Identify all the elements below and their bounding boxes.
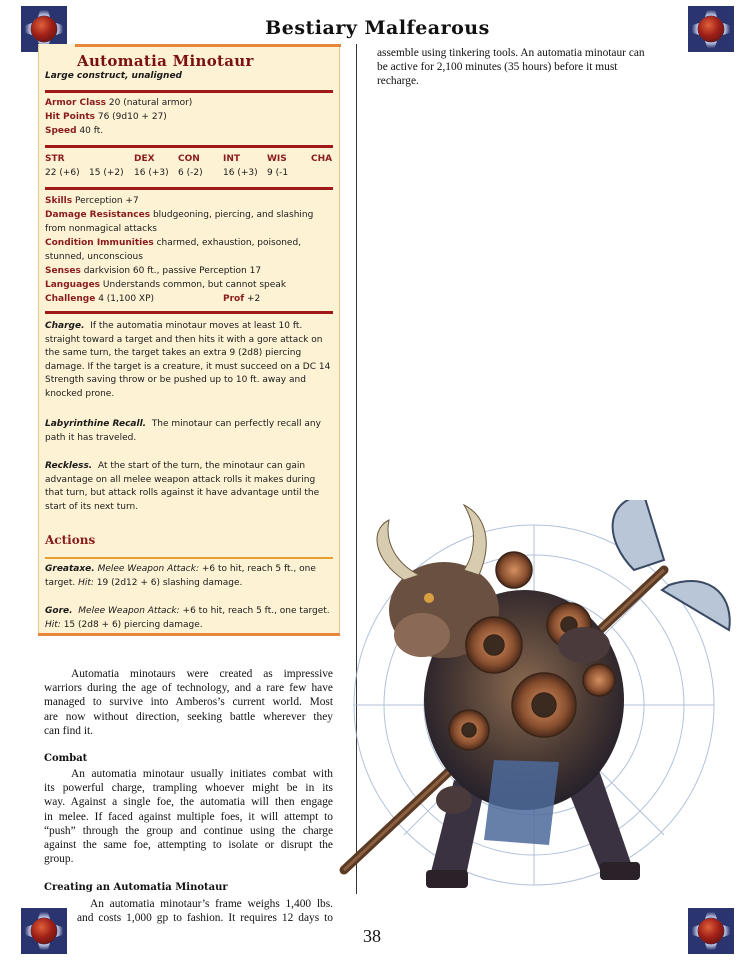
trait-labyrinthine-recall: Labyrinthine Recall. The minotaur can perfectly recall any path it has traveled. bbox=[45, 419, 321, 443]
ability-header-wis: WIS bbox=[267, 154, 287, 164]
section-divider bbox=[45, 187, 333, 190]
creating-paragraph: An automatia minotaur’s frame weighs 1,400 lbs. and costs 1,000 gp to fashion. It requires 12 days to bbox=[77, 898, 333, 925]
action-greataxe: Greataxe. Melee Weapon Attack: +6 to hit, reach 5 ft., one target. Hit: 19 (2d12 + 6) slashing damage. bbox=[45, 564, 316, 588]
condition-immunities-cont: stunned, unconscious bbox=[45, 252, 143, 262]
action-gore: Gore. Melee Weapon Attack: +6 to hit, reach 5 ft., one target. Hit: 15 (2d8 + 6) piercing damage. bbox=[45, 606, 330, 630]
ability-values bbox=[45, 167, 333, 181]
right-column-text: assemble using tinkering tools. An automatia minotaur can be active for 2,100 minutes (35 hours) before it must recharge. bbox=[377, 47, 645, 88]
hit-points: Hit Points 76 (9d10 + 27) bbox=[45, 112, 167, 122]
stat-block-top-bar bbox=[75, 44, 341, 47]
senses: Senses darkvision 60 ft., passive Perception 17 bbox=[45, 266, 262, 276]
ability-header-cha: CHA bbox=[311, 154, 333, 164]
speed: Speed 40 ft. bbox=[45, 126, 104, 136]
page-header-title: Bestiary Malfearous bbox=[265, 17, 490, 39]
creature-type: Large construct, unaligned bbox=[45, 71, 182, 81]
combat-paragraph: An automatia minotaur usually initiates combat with its powerful charge, trampling whoever might be in its way. Against a single foe, the automatia will then engage in melee. If faced against multiple foes, it will attempt to “push” through the group and continue using the charge against the same foe, attempting to isolate or disrupt the group. bbox=[44, 768, 333, 866]
condition-immunities: Condition Immunities charmed, exhaustion, poisoned, bbox=[45, 238, 302, 248]
creature-name: Automatia Minotaur bbox=[77, 52, 254, 70]
section-divider bbox=[45, 311, 333, 314]
challenge: Challenge 4 (1,100 XP) Prof +2 bbox=[45, 293, 333, 307]
ability-header-int: INT bbox=[223, 154, 241, 164]
ability-value: 9 (-1 bbox=[267, 168, 289, 178]
page-number: 38 bbox=[363, 926, 381, 946]
ability-value: 6 (-2) bbox=[178, 168, 203, 178]
ornament-corner-icon bbox=[688, 908, 734, 954]
ability-headers bbox=[45, 153, 333, 167]
ability-value: 15 (+2) bbox=[89, 168, 124, 178]
damage-resistances: Damage Resistances bludgeoning, piercing, and slashing bbox=[45, 210, 314, 220]
proficiency: Prof +2 bbox=[223, 294, 261, 304]
ability-value: 16 (+3) bbox=[223, 168, 258, 178]
trait-charge: Charge. If the automatia minotaur moves at least 10 ft. straight toward a target and then hits it with a gore attack on the same turn, the target takes an extra 9 (2d8) piercing damage. If the target is a creature, it must succeed on a DC 14 Strength saving throw or be pushed up to 10 ft. away and knocked prone. bbox=[45, 321, 331, 399]
armor-class: Armor Class 20 (natural armor) bbox=[45, 98, 193, 108]
actions-divider bbox=[45, 557, 333, 559]
combat-heading: Combat bbox=[44, 753, 88, 764]
section-divider bbox=[45, 145, 333, 148]
ability-value: 16 (+3) bbox=[134, 168, 169, 178]
ability-header-con: CON bbox=[178, 154, 200, 164]
damage-resistances-cont: from nonmagical attacks bbox=[45, 224, 157, 234]
creating-heading: Creating an Automatia Minotaur bbox=[44, 882, 228, 893]
intro-paragraph: Automatia minotaurs were created as impressive warriors during the age of technology, and a rare few have managed to survive into Amberos’s current world. Most are now without direction, seeking battle wherever they can find it. bbox=[44, 668, 333, 737]
section-divider bbox=[45, 90, 333, 93]
skills: Skills Perception +7 bbox=[45, 196, 139, 206]
ability-header-str: STR bbox=[45, 154, 65, 164]
trait-reckless: Reckless. At the start of the turn, the minotaur can gain advantage on all melee weapon attack rolls it makes during that turn, but attack rolls against it have advantage until the start of its next turn. bbox=[45, 461, 320, 512]
languages: Languages Understands common, but cannot speak bbox=[45, 280, 287, 290]
stat-block-bottom-bar bbox=[38, 633, 340, 636]
clockwork-minotaur-illustration bbox=[334, 500, 736, 900]
ability-header-dex: DEX bbox=[134, 154, 155, 164]
actions-heading: Actions bbox=[45, 533, 96, 547]
ability-value: 22 (+6) bbox=[45, 168, 80, 178]
stat-block bbox=[38, 44, 340, 636]
